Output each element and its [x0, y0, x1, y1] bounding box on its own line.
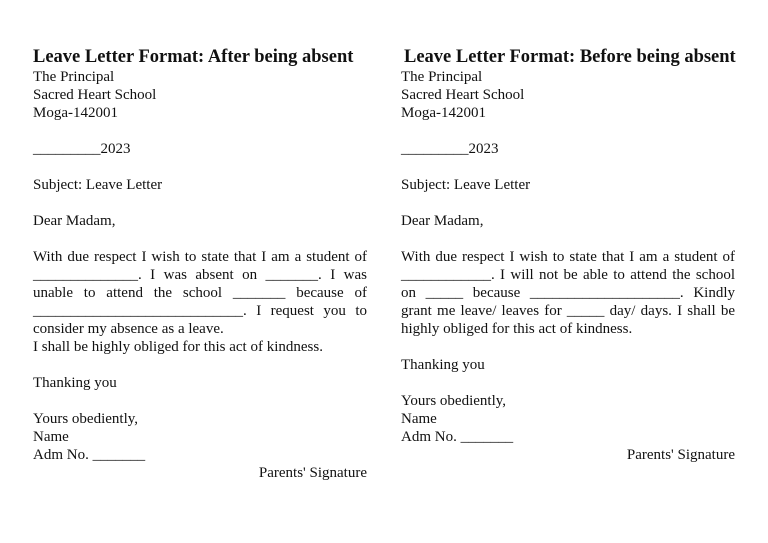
- spacer: [33, 392, 367, 410]
- school-name: Sacred Heart School: [401, 87, 525, 103]
- letter-title: Leave Letter Format: Before being absent: [404, 47, 736, 67]
- parents-signature: Parents' Signature: [258, 465, 367, 481]
- school-address: Moga-142001: [33, 105, 118, 121]
- letter-body: With due respect I wish to state that I am a student of ______________. I was absent on _______. I was unable to attend the school _______ because of ____________________________. I request you to consider my absence as a leave.: [33, 249, 367, 337]
- spacer: [33, 356, 367, 374]
- student-name: Name: [33, 429, 69, 445]
- letter-after-absent: [33, 46, 367, 482]
- spacer: [401, 158, 735, 176]
- spacer: [33, 230, 367, 248]
- student-name: Name: [401, 411, 437, 427]
- subject-line: Subject: Leave Letter: [401, 177, 531, 193]
- salutation: Dear Madam,: [33, 213, 116, 229]
- spacer: [33, 158, 367, 176]
- recipient-line: The Principal: [401, 69, 483, 85]
- spacer: [401, 122, 735, 140]
- letter-before-absent: [401, 46, 735, 464]
- date-line: _________2023: [401, 141, 499, 157]
- thanks-line: Thanking you: [401, 357, 485, 373]
- spacer: [401, 374, 735, 392]
- letter-body: With due respect I wish to state that I am a student of ____________. I will not be able to attend the school on _____ because ____________________. Kindly grant me leave/ leaves for _____ day/ days. I shall be highly obliged for this act of kindness.: [401, 249, 735, 337]
- thanks-line: Thanking you: [33, 375, 117, 391]
- spacer: [33, 122, 367, 140]
- sign-off: Yours obediently,: [401, 393, 507, 409]
- letter-title: Leave Letter Format: After being absent: [33, 47, 354, 67]
- spacer: [401, 338, 735, 356]
- admission-number: Adm No. _______: [33, 447, 146, 463]
- school-address: Moga-142001: [401, 105, 486, 121]
- closing-line: I shall be highly obliged for this act of kindness.: [33, 339, 323, 355]
- subject-line: Subject: Leave Letter: [33, 177, 163, 193]
- school-name: Sacred Heart School: [33, 87, 157, 103]
- spacer: [401, 230, 735, 248]
- recipient-line: The Principal: [33, 69, 115, 85]
- date-line: _________2023: [33, 141, 131, 157]
- salutation: Dear Madam,: [401, 213, 484, 229]
- parents-signature: Parents' Signature: [626, 447, 735, 463]
- admission-number: Adm No. _______: [401, 429, 514, 445]
- spacer: [401, 194, 735, 212]
- sign-off: Yours obediently,: [33, 411, 139, 427]
- spacer: [33, 194, 367, 212]
